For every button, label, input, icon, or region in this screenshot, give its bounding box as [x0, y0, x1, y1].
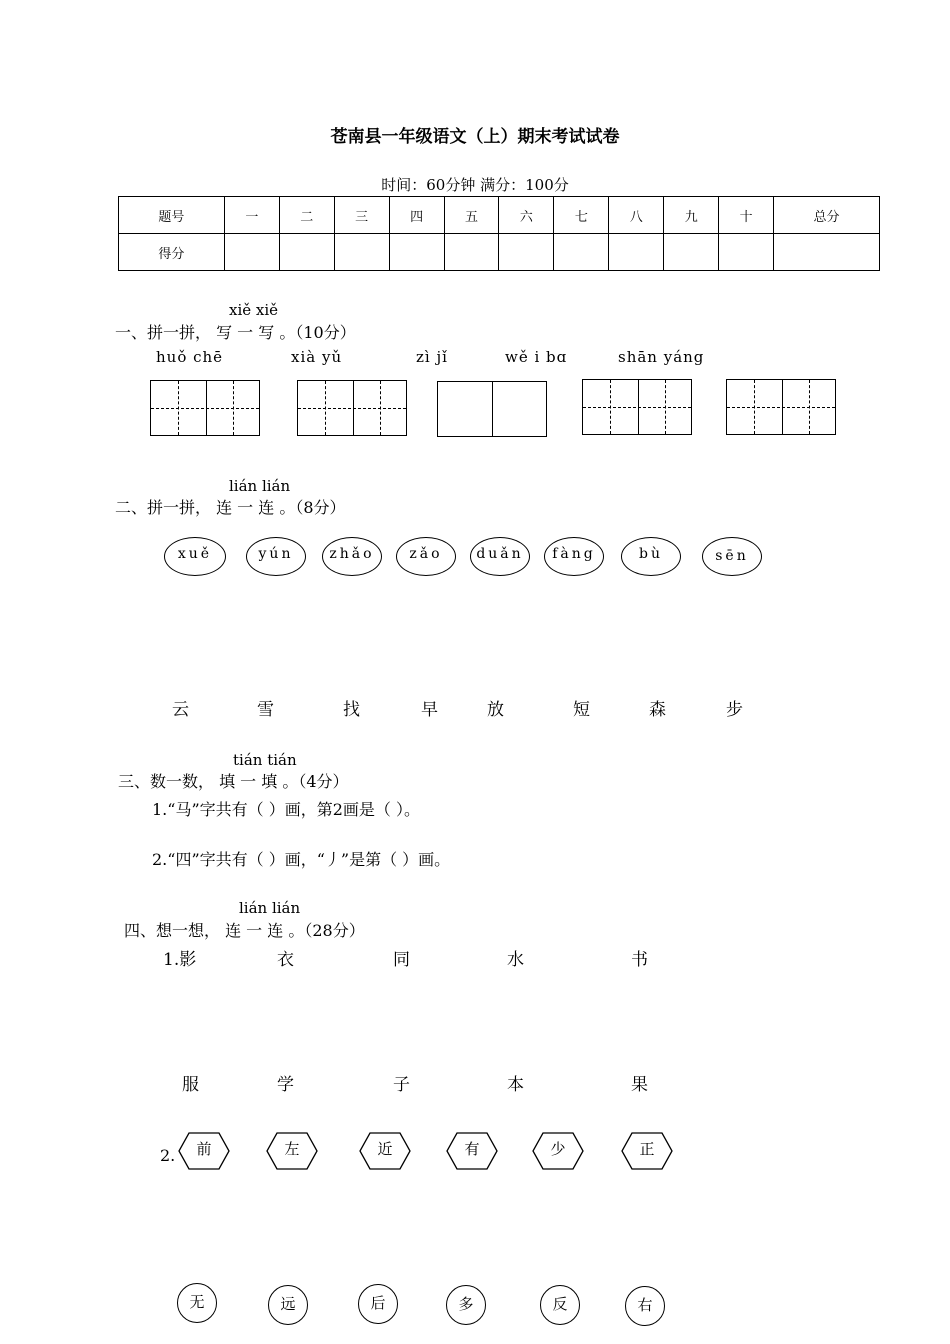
match-char[interactable]: 森 — [649, 700, 666, 720]
pinyin-oval[interactable]: yún — [246, 537, 306, 576]
table-cell: 题号 — [119, 197, 225, 234]
hexagon-char[interactable]: 前 — [177, 1131, 231, 1171]
score-input-cell[interactable] — [609, 234, 664, 271]
match-char[interactable]: 放 — [487, 700, 504, 720]
table-cell: 九 — [664, 197, 719, 234]
pinyin-1: huǒ chē — [156, 348, 224, 366]
section4-title: 四、想一想， 连 一 连 。（28分） — [124, 921, 365, 940]
table-cell: 二 — [279, 197, 334, 234]
table-cell: 三 — [334, 197, 389, 234]
score-input-cell[interactable] — [664, 234, 719, 271]
section3-ruby: tián tián — [233, 751, 297, 769]
pinyin-5: shān yáng — [618, 348, 705, 366]
match-word[interactable]: 1.影 — [163, 950, 197, 970]
match-word[interactable]: 服 — [182, 1075, 199, 1095]
hexagon-char[interactable]: 有 — [445, 1131, 499, 1171]
match-word[interactable]: 果 — [631, 1075, 648, 1095]
pinyin-oval[interactable]: xuě — [164, 537, 226, 576]
score-input-cell[interactable] — [774, 234, 880, 271]
writing-grid-3[interactable] — [437, 381, 547, 437]
section4-ruby: lián lián — [239, 899, 301, 917]
score-input-cell[interactable] — [389, 234, 444, 271]
score-table — [118, 196, 880, 271]
pinyin-oval[interactable]: duǎn — [470, 537, 530, 576]
match-char[interactable]: 雪 — [257, 700, 274, 720]
match-word[interactable]: 水 — [507, 950, 524, 970]
table-cell: 十 — [719, 197, 774, 234]
pinyin-3: zì jǐ — [416, 348, 448, 366]
table-cell: 五 — [444, 197, 499, 234]
pinyin-oval[interactable]: sēn — [702, 537, 762, 576]
section2-title: 二、拼一拼， 连 一 连 。（8分） — [115, 498, 346, 517]
table-cell: 四 — [389, 197, 444, 234]
circle-char[interactable]: 后 — [358, 1284, 398, 1324]
circle-char[interactable]: 反 — [540, 1285, 580, 1325]
writing-grid-5[interactable] — [726, 379, 836, 435]
time-info: 时间：60分钟 满分：100分 — [381, 176, 569, 194]
circle-char[interactable]: 多 — [446, 1285, 486, 1325]
writing-grid-1[interactable] — [150, 380, 260, 436]
pinyin-oval[interactable]: bù — [621, 537, 681, 576]
score-input-cell[interactable] — [334, 234, 389, 271]
circle-char[interactable]: 远 — [268, 1285, 308, 1325]
table-cell: 七 — [554, 197, 609, 234]
section1-title: 一、拼一拼， 写 一 写 。（10分） — [115, 323, 356, 342]
match-word[interactable]: 本 — [507, 1075, 524, 1095]
section3-title: 三、数一数， 填 一 填 。（4分） — [118, 772, 349, 791]
part2-label: 2. — [160, 1146, 176, 1165]
pinyin-2: xià yǔ — [291, 348, 343, 366]
question-1: 1.“马”字共有（ ）画，第2画是（ ）。 — [152, 800, 420, 819]
pinyin-oval[interactable]: zǎo — [396, 537, 456, 576]
pinyin-oval[interactable]: fàng — [544, 537, 604, 576]
question-2: 2.“四”字共有（ ）画，“丿”是第（ ）画。 — [152, 850, 451, 869]
writing-grid-4[interactable] — [582, 379, 692, 435]
score-table-score-row — [119, 234, 880, 271]
hexagon-char[interactable]: 少 — [531, 1131, 585, 1171]
table-cell: 八 — [609, 197, 664, 234]
section1-ruby: xiě xiě — [229, 301, 279, 319]
writing-grid-2[interactable] — [297, 380, 407, 436]
match-word[interactable]: 学 — [277, 1075, 294, 1095]
match-word[interactable]: 同 — [393, 950, 410, 970]
circle-char[interactable]: 右 — [625, 1286, 665, 1326]
match-char[interactable]: 找 — [343, 700, 360, 720]
pinyin-4: wě i bɑ — [505, 348, 568, 366]
table-cell: 总分 — [774, 197, 880, 234]
hexagon-char[interactable]: 正 — [620, 1131, 674, 1171]
score-input-cell[interactable] — [279, 234, 334, 271]
page-title: 苍南县一年级语文（上）期末考试试卷 — [330, 127, 620, 147]
match-word[interactable]: 子 — [393, 1075, 410, 1095]
score-input-cell[interactable] — [499, 234, 554, 271]
score-input-cell[interactable] — [719, 234, 774, 271]
hexagon-char[interactable]: 左 — [265, 1131, 319, 1171]
score-table-header-row — [119, 197, 880, 234]
match-char[interactable]: 早 — [421, 700, 438, 720]
table-cell: 一 — [224, 197, 279, 234]
table-cell: 得分 — [119, 234, 225, 271]
match-word[interactable]: 书 — [631, 950, 648, 970]
pinyin-oval[interactable]: zhǎo — [322, 537, 382, 576]
hexagon-char[interactable]: 近 — [358, 1131, 412, 1171]
match-word[interactable]: 衣 — [277, 950, 294, 970]
match-char[interactable]: 云 — [172, 700, 189, 720]
match-char[interactable]: 短 — [573, 700, 590, 720]
score-input-cell[interactable] — [224, 234, 279, 271]
score-input-cell[interactable] — [444, 234, 499, 271]
match-char[interactable]: 步 — [726, 700, 743, 720]
section2-ruby: lián lián — [229, 477, 291, 495]
circle-char[interactable]: 无 — [177, 1283, 217, 1323]
table-cell: 六 — [499, 197, 554, 234]
score-input-cell[interactable] — [554, 234, 609, 271]
